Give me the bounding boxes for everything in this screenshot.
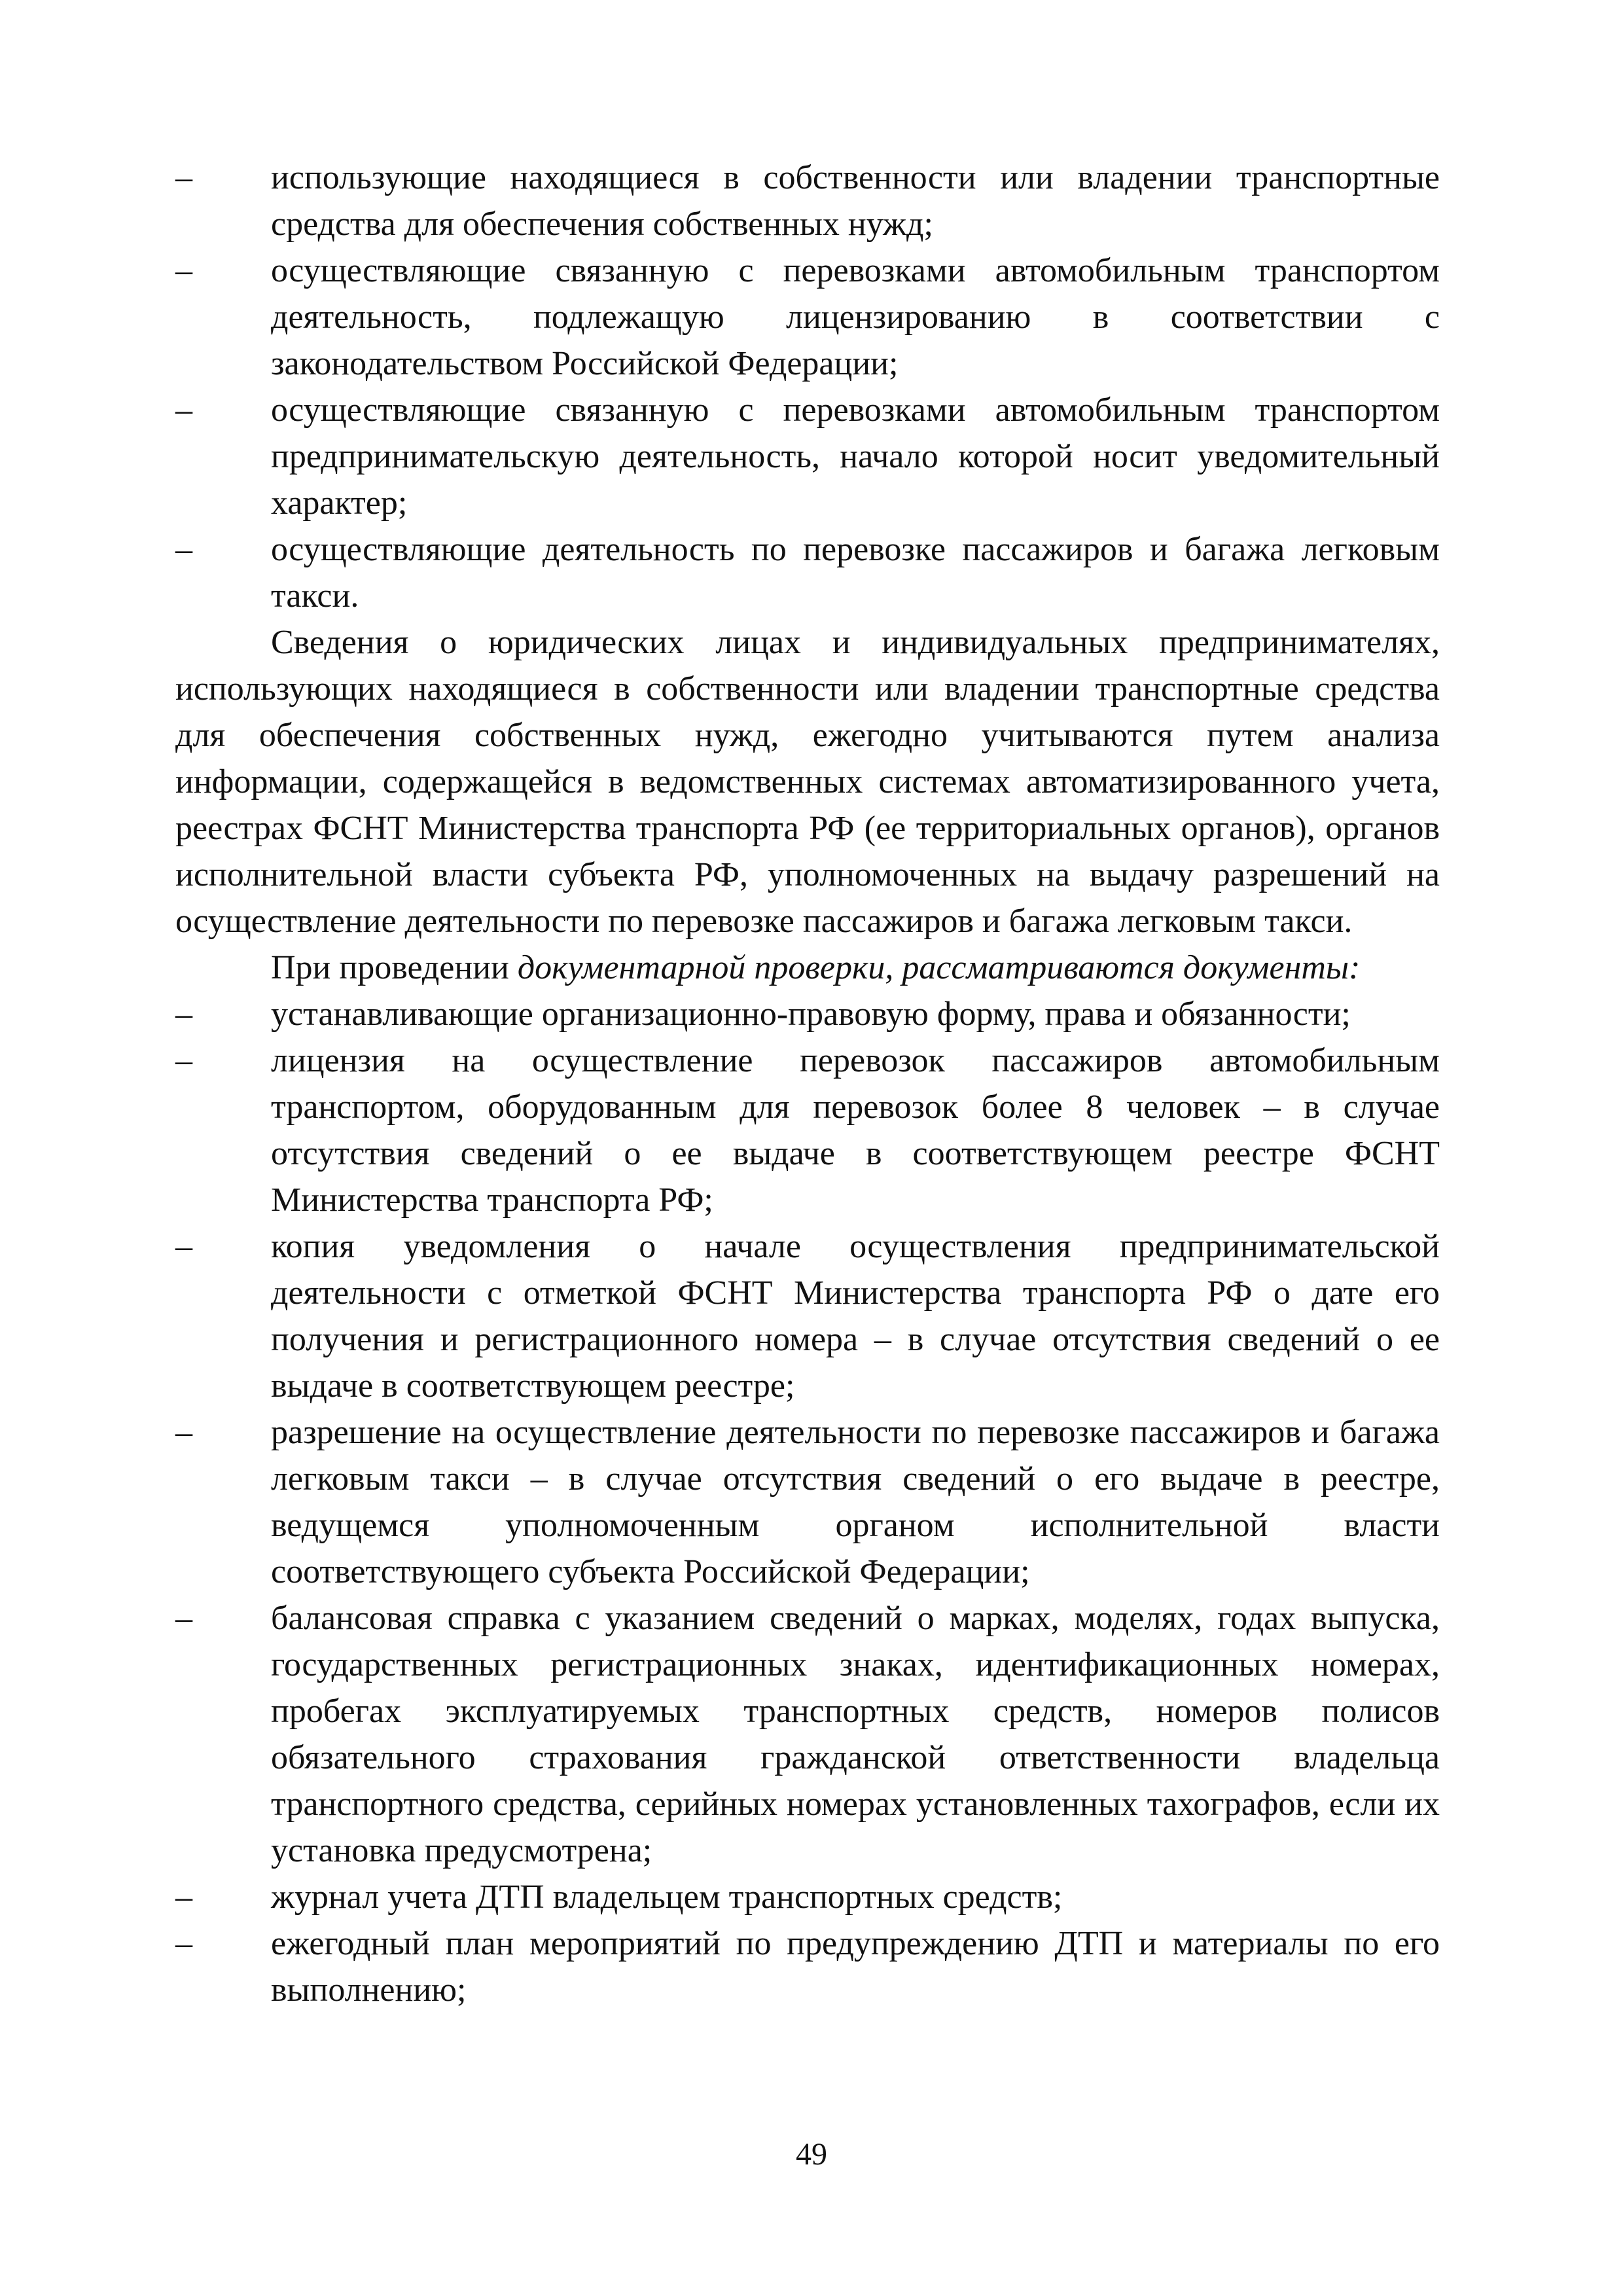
list-item-text: осуществляющие связанную с перевозками автомобильным транспортом предпринимательскую деятельность, начало которой носит уведомительный характер; — [271, 391, 1440, 522]
list-item-text: лицензия на осуществление перевозок пассажиров автомобильным транспортом, оборудованным для перевозок более 8 человек – в случае отсутствия сведений о ее выдаче в соответствующем реестре ФСНТ Министерства транспорта РФ; — [271, 1042, 1440, 1219]
list-item-text: использующие находящиеся в собственности или владении транспортные средства для обеспечения собственных нужд; — [271, 159, 1440, 243]
list-item — [175, 1223, 1440, 1409]
list-item — [175, 1409, 1440, 1595]
dash-marker: – — [175, 996, 192, 1033]
list-item-text: журнал учета ДТП владельцем транспортных средств; — [271, 1878, 1063, 1916]
list-item — [175, 154, 1440, 247]
page-number: 49 — [796, 2137, 827, 2172]
list-item-text: ежегодный план мероприятий по предупреждению ДТП и материалы по его выполнению; — [271, 1925, 1440, 2009]
first-list — [175, 154, 1440, 619]
list-item-text: осуществляющие связанную с перевозками автомобильным транспортом деятельность, подлежащую лицензированию в соответствии с законодательством Российской Федерации; — [271, 252, 1440, 382]
dash-marker: – — [175, 1925, 192, 1962]
list-item — [175, 387, 1440, 526]
list-item — [175, 1595, 1440, 1874]
list-item-text: устанавливающие организационно-правовую форму, права и обязанности; — [271, 996, 1351, 1033]
page-content — [175, 154, 1440, 2013]
list-item — [175, 991, 1440, 1037]
list-item — [175, 526, 1440, 619]
dash-marker: – — [175, 1228, 192, 1265]
dash-marker: – — [175, 1600, 192, 1637]
list-item — [175, 1874, 1440, 1920]
documents-list — [175, 991, 1440, 2013]
inspection-intro — [175, 944, 1440, 991]
dash-marker: – — [175, 1042, 192, 1079]
dash-marker: – — [175, 1414, 192, 1451]
body-paragraph: Сведения о юридических лицах и индивидуальных предпринимателях, использующих находящиеся в собственности или владении транспортные средства для обеспечения собственных нужд, ежегодно учитываются путем анализа информации, содержащейся в ведомственных системах автоматизированного учета, реестрах ФСНТ Министерства транспорта РФ (ее территориальных органов), органов исполнительной власти субъекта РФ, уполномоченных на выдачу разрешений на осуществление деятельности по перевозке пассажиров и багажа легковым такси. — [175, 624, 1440, 940]
list-item — [175, 1037, 1440, 1223]
intro-text: При проведении — [271, 949, 518, 986]
list-item — [175, 1920, 1440, 2013]
dash-marker: – — [175, 531, 192, 568]
dash-marker: – — [175, 1878, 192, 1916]
list-item-text: осуществляющие деятельность по перевозке пассажиров и багажа легковым такси. — [271, 531, 1440, 615]
list-item — [175, 247, 1440, 387]
dash-marker: – — [175, 391, 192, 429]
intro-italic-text: документарной проверки, рассматриваются документы: — [517, 949, 1361, 986]
list-item-text: балансовая справка с указанием сведений о марках, моделях, годах выпуска, государственных регистрационных знаках, идентификационных номерах, пробегах эксплуатируемых транспортных средств, номеров полисов обязательного страхования гражданской ответственности владельца транспортного средства, серийных номерах установленных тахографов, если их установка предусмотрена; — [271, 1600, 1440, 1869]
list-item-text: копия уведомления о начале осуществления предпринимательской деятельности с отметкой ФСНТ Министерства транспорта РФ о дате его получения и регистрационного номера – в случае отсутствия сведений о ее выдаче в соответствующем реестре; — [271, 1228, 1440, 1405]
dash-marker: – — [175, 159, 192, 196]
dash-marker: – — [175, 252, 192, 289]
list-item-text: разрешение на осуществление деятельности по перевозке пассажиров и багажа легковым такси – в случае отсутствия сведений о его выдаче в реестре, ведущемся уполномоченным органом исполнительной власти соответствующего субъекта Российской Федерации; — [271, 1414, 1440, 1590]
